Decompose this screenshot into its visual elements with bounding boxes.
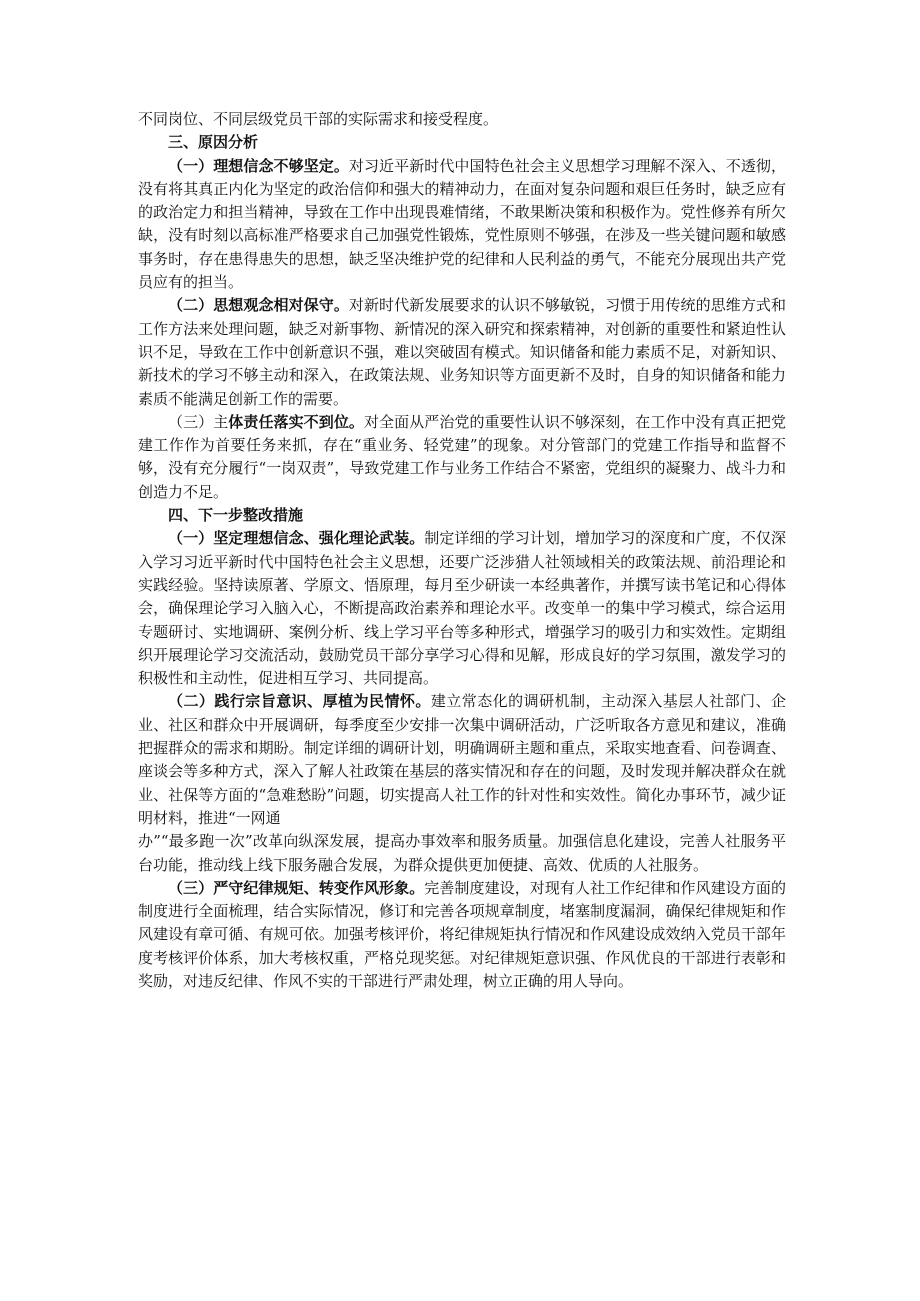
section-3-item-2 (138, 294, 786, 410)
section-4-item-2 (138, 690, 786, 876)
item-lead: （一）坚定理想信念、强化理论武装。 (168, 529, 425, 548)
item-lead: 体责任落实不到位。 (228, 412, 364, 431)
item-body: 完善制度建设，对现有人社工作纪律和作风建设方面的制度进行全面梳理，结合实际情况，修订和完善各项规章制度，堵塞制度漏洞，确保纪律规矩和作风建设有章可循、有规可依。加强考核评价，将纪律规矩执行情况和作风建设成效纳入党员干部年度考核评价体系，加大考核权重，严格兑现奖惩。对纪律规矩意识强、作风优良的干部进行表彰和奖励，对违反纪律、作风不实的干部进行严肃处理，树立正确的用人导向。 (138, 878, 786, 990)
section-4-title: 四、下一步整改措施 (168, 506, 304, 525)
item-lead: （三）严守纪律规矩、转变作风形象。 (168, 878, 425, 897)
item-body: 制定详细的学习计划，增加学习的深度和广度，不仅深入学习习近平新时代中国特色社会主义思想，还要广泛涉猎人社领域相关的政策法规、前沿理论和实践经验。坚持读原著、学原文、悟原理，每月至少研读一本经典著作，并撰写读书笔记和心得体会，确保理论学习入脑入心，不断提高政治素养和理论水平。改变单一的集中学习模式，综合运用专题研讨、实地调研、案例分析、线上学习平台等多种形式，增强学习的吸引力和实效性。定期组织开展理论学习交流活动，鼓励党员干部分享学习心得和见解，形成良好的学习氛围，激发学习的积极性和主动性，促进相互学习、共同提高。 (138, 529, 786, 688)
item-body: 对习近平新时代中国特色社会主义思想学习理解不深入、不透彻，没有将其真正内化为坚定的政治信仰和强大的精神动力，在面对复杂问题和艰巨任务时，缺乏应有的政治定力和担当精神，导致在工作中出现畏难情绪，不敢果断决策和积极作为。党性修养有所欠缺，没有时刻以高标准严格要求自己加强党性锻炼，党性原则不够强，在涉及一些关键问题和敏感事务时，存在患得患失的思想，缺乏坚决维护党的纪律和人民利益的勇气，不能充分展现出共产党员应有的担当。 (138, 156, 786, 292)
item-body: 建立常态化的调研机制，主动深入基层人社部门、企业、社区和群众中开展调研，每季度至少安排一次集中调研活动，广泛听取各方意见和建议，准确把握群众的需求和期盼。制定详细的调研计划，明确调研主题和重点，采取实地查看、问卷调查、座谈会等多种方式，深入了解人社政策在基层的落实情况和存在的问题，及时发现并解决群众在就业、社保等方面的“急难愁盼”问题，切实提高人社工作的针对性和实效性。简化办事环节，减少证明材料，推进“一网通 (138, 692, 786, 827)
item-lead: （二）思想观念相对保守。 (168, 296, 349, 315)
item-body: 对全面从严治党的重要性认识不够深刻，在工作中没有真正把党建工作作为首要任务来抓，存在“重业务、轻党建”的现象。对分管部门的党建工作指导和监督不够，没有充分履行“一岗双责”，导致党建工作与业务工作结合不紧密，党组织的凝聚力、战斗力和创造力不足。 (138, 412, 786, 501)
section-3-item-1 (138, 155, 786, 295)
section-4-item-1 (138, 527, 786, 690)
section-3-item-3 (138, 411, 786, 504)
intro-paragraph (138, 108, 786, 131)
item-lead: （二）践行宗旨意识、厚植为民情怀。 (168, 692, 431, 711)
section-4-item-3 (138, 877, 786, 993)
item-lead-plain: （三）主 (168, 412, 229, 431)
document-page (138, 108, 786, 993)
section-3-title: 三、原因分析 (168, 133, 259, 152)
item-body-continued: 办”“最多跑一次”改革向纵深发展，提高办事效率和服务质量。加强信息化建设，完善人社服务平台功能，推动线上线下服务融合发展，为群众提供更加便捷、高效、优质的人社服务。 (138, 832, 786, 874)
item-lead: （一）理想信念不够坚定。 (168, 156, 349, 175)
item-body: 对新时代新发展要求的认识不够敏锐，习惯于用传统的思维方式和工作方法来处理问题，缺乏对新事物、新情况的深入研究和探索精神，对创新的重要性和紧迫性认识不足，导致在工作中创新意识不强，难以突破固有模式。知识储备和能力素质不足，对新知识、新技术的学习不够主动和深入，在政策法规、业务知识等方面更新不及时，自身的知识储备和能力素质不能满足创新工作的需要。 (138, 296, 786, 408)
intro-text: 不同岗位、不同层级党员干部的实际需求和接受程度。 (138, 110, 499, 128)
